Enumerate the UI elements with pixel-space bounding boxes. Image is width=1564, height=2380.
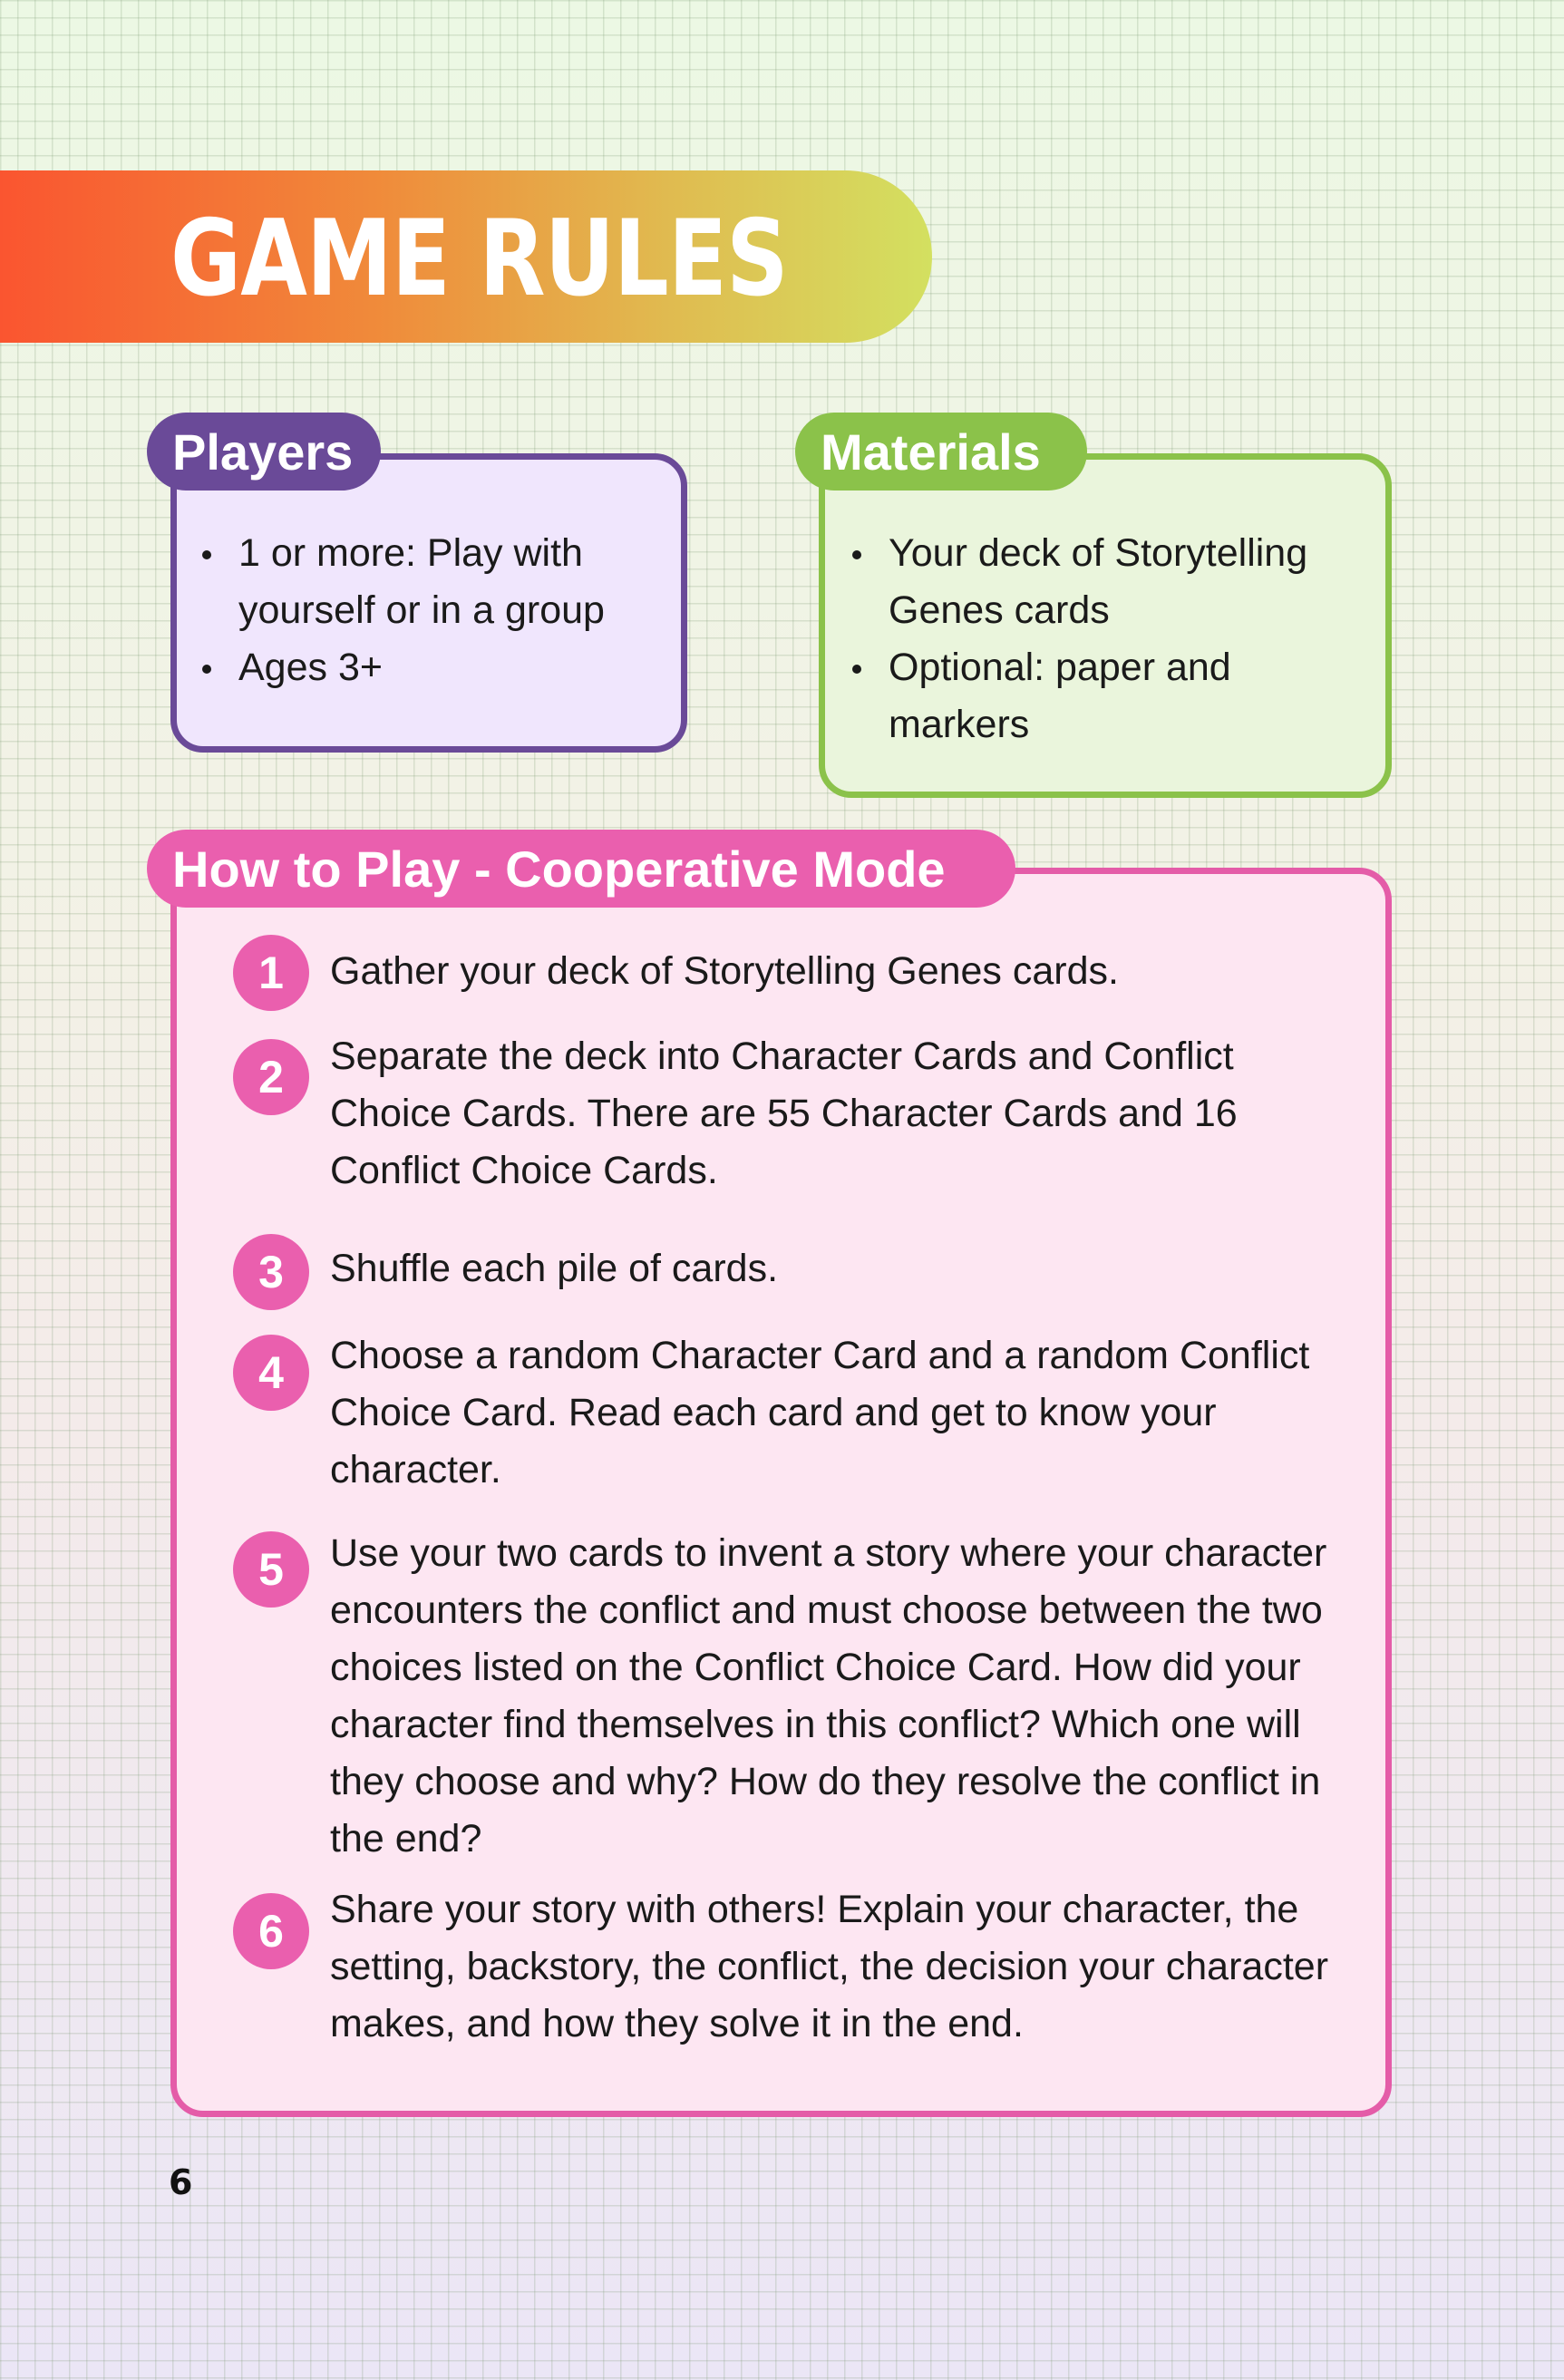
page-title: GAME RULES — [170, 198, 788, 320]
step-number-badge: 1 — [233, 935, 309, 1011]
step-number-badge: 3 — [233, 1234, 309, 1310]
materials-heading: Materials — [795, 413, 1087, 491]
step-number-badge: 6 — [233, 1893, 309, 1969]
list-item: 1 or more: Play with yourself or in a group — [198, 525, 669, 639]
step-number-badge: 5 — [233, 1531, 309, 1608]
page-number: 6 — [169, 2162, 193, 2202]
title-banner — [0, 170, 932, 343]
step-text: Separate the deck into Character Cards and Conflict Choice Cards. There are 55 Character Cards and 16 Conflict Choice Cards. — [330, 1035, 1238, 1192]
step-number-badge: 4 — [233, 1335, 309, 1411]
materials-list — [848, 525, 1374, 753]
step-text: Shuffle each pile of cards. — [330, 1247, 779, 1290]
list-item: Optional: paper and markers — [848, 639, 1374, 753]
players-list — [198, 525, 669, 696]
step-number-badge: 2 — [233, 1039, 309, 1115]
list-item: Your deck of Storytelling Genes cards — [848, 525, 1374, 639]
step-text: Share your story with others! Explain your character, the setting, backstory, the conflict, the decision your character makes, and how they solve it in the end. — [330, 1888, 1329, 2045]
step-text: Choose a random Character Card and a random Conflict Choice Card. Read each card and get to know your character. — [330, 1334, 1310, 1491]
list-item: Ages 3+ — [198, 639, 669, 696]
step-text: Gather your deck of Storytelling Genes cards. — [330, 949, 1119, 993]
how-to-play-heading: How to Play - Cooperative Mode — [147, 830, 1015, 908]
step-text: Use your two cards to invent a story where your character encounters the conflict and must choose between the two choices listed on the Conflict Choice Card. How did your character find themselves in this conflict? Which one will they choose and why? How do they resolve the conflict in the end? — [330, 1531, 1327, 1860]
players-heading: Players — [147, 413, 381, 491]
